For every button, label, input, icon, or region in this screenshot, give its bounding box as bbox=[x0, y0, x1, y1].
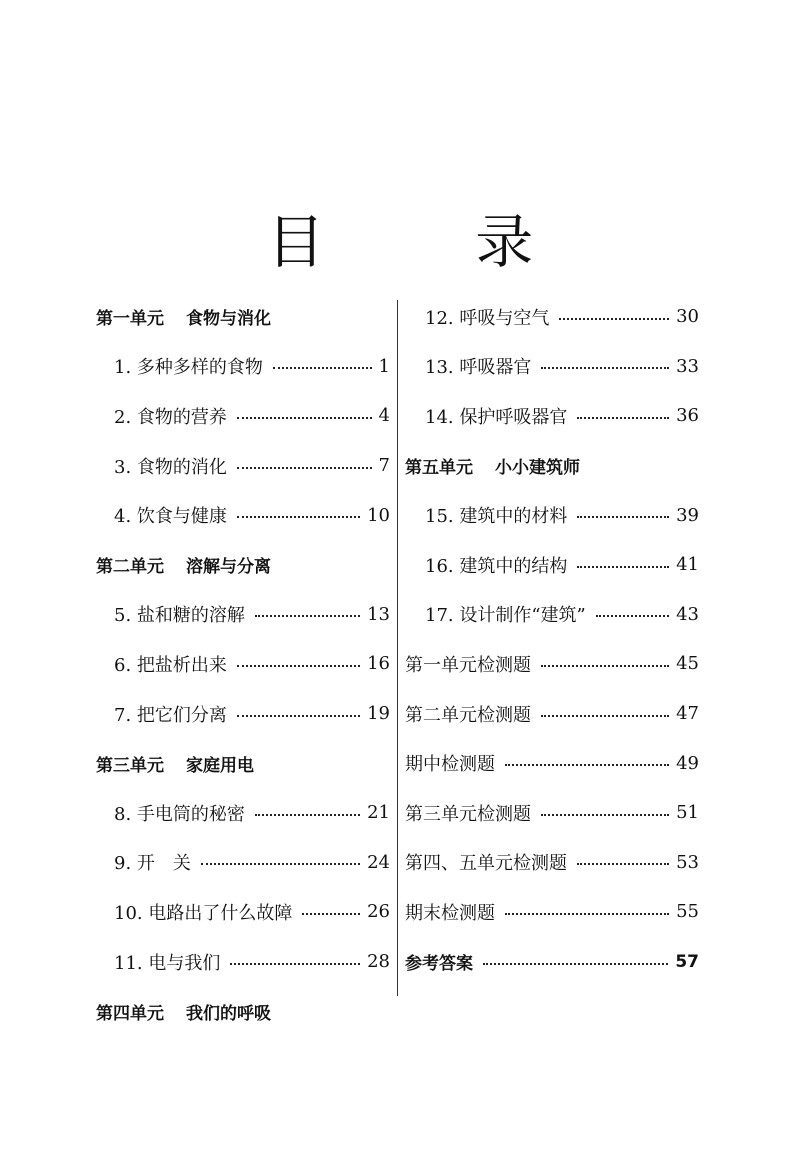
dot-leader bbox=[255, 814, 360, 816]
toc-entry-test[interactable] bbox=[405, 738, 699, 788]
entry-title: 16. 建筑中的结构 bbox=[425, 555, 568, 577]
toc-entry-test[interactable] bbox=[405, 639, 699, 689]
dot-leader bbox=[541, 814, 669, 816]
unit-title: 溶解与分离 bbox=[186, 557, 271, 578]
entry-title: 期末检测题 bbox=[405, 902, 495, 924]
unit-label: 第二单元 bbox=[96, 557, 164, 578]
entry-page: 33 bbox=[676, 355, 699, 377]
entry-title: 第三单元检测题 bbox=[405, 803, 531, 825]
toc-entry[interactable] bbox=[405, 342, 699, 392]
toc-entry[interactable] bbox=[96, 689, 390, 739]
column-divider bbox=[397, 300, 398, 996]
dot-leader bbox=[577, 566, 669, 568]
dot-leader bbox=[237, 417, 372, 419]
toc-entry[interactable] bbox=[405, 590, 699, 640]
entry-title: 1. 多种多样的食物 bbox=[114, 357, 263, 379]
entry-title: 期中检测题 bbox=[405, 754, 495, 776]
unit-title: 家庭用电 bbox=[186, 755, 254, 776]
toc-entry-test[interactable] bbox=[405, 788, 699, 838]
dot-leader bbox=[255, 615, 360, 617]
entry-page: 51 bbox=[676, 802, 699, 824]
dot-leader bbox=[596, 615, 669, 617]
entry-page: 28 bbox=[367, 951, 390, 973]
entry-page: 19 bbox=[367, 703, 390, 725]
entry-title: 第二单元检测题 bbox=[405, 704, 531, 726]
entry-page: 53 bbox=[676, 851, 699, 873]
toc-entry[interactable] bbox=[96, 490, 390, 540]
entry-page: 55 bbox=[676, 901, 699, 923]
entry-page: 30 bbox=[676, 306, 699, 328]
toc-left-column bbox=[96, 292, 390, 1036]
entry-page: 24 bbox=[367, 851, 390, 873]
entry-title: 9. 开 关 bbox=[114, 853, 191, 875]
unit-heading[interactable] bbox=[96, 292, 390, 342]
dot-leader bbox=[230, 963, 360, 965]
dot-leader bbox=[237, 516, 360, 518]
unit-label: 第四单元 bbox=[96, 1003, 164, 1024]
toc-entry[interactable] bbox=[96, 887, 390, 937]
dot-leader bbox=[541, 665, 669, 667]
entry-page: 16 bbox=[367, 653, 390, 675]
entry-title: 参考答案 bbox=[405, 954, 473, 975]
entry-title: 5. 盐和糖的溶解 bbox=[114, 605, 245, 627]
unit-heading[interactable] bbox=[96, 986, 390, 1036]
dot-leader bbox=[505, 764, 669, 766]
entry-title: 11. 电与我们 bbox=[114, 952, 221, 974]
unit-title: 我们的呼吸 bbox=[186, 1003, 271, 1024]
entry-page: 47 bbox=[676, 703, 699, 725]
entry-title: 10. 电路出了什么故障 bbox=[114, 902, 293, 924]
toc-entry[interactable] bbox=[96, 788, 390, 838]
toc-entry[interactable] bbox=[96, 937, 390, 987]
toc-entry-test[interactable] bbox=[405, 887, 699, 937]
entry-title: 6. 把盐析出来 bbox=[114, 654, 227, 676]
entry-title: 8. 手电筒的秘密 bbox=[114, 803, 245, 825]
unit-label: 第五单元 bbox=[405, 458, 473, 479]
dot-leader bbox=[237, 467, 372, 469]
entry-page: 21 bbox=[367, 802, 390, 824]
unit-heading[interactable] bbox=[405, 441, 699, 491]
toc-entry[interactable] bbox=[96, 342, 390, 392]
toc-entry-test[interactable] bbox=[405, 838, 699, 888]
dot-leader bbox=[273, 367, 372, 369]
unit-title: 小小建筑师 bbox=[495, 458, 580, 479]
toc-entry[interactable] bbox=[405, 540, 699, 590]
entry-page: 49 bbox=[676, 752, 699, 774]
entry-title: 13. 呼吸器官 bbox=[425, 357, 532, 379]
toc-entry[interactable] bbox=[96, 391, 390, 441]
toc-entry[interactable] bbox=[96, 441, 390, 491]
entry-page: 4 bbox=[378, 405, 390, 427]
dot-leader bbox=[577, 863, 669, 865]
unit-heading[interactable] bbox=[96, 738, 390, 788]
entry-page: 7 bbox=[378, 455, 390, 477]
dot-leader bbox=[559, 318, 669, 320]
entry-title: 12. 呼吸与空气 bbox=[425, 307, 550, 329]
dot-leader bbox=[237, 715, 360, 717]
unit-label: 第三单元 bbox=[96, 755, 164, 776]
entry-page: 39 bbox=[676, 504, 699, 526]
page-title: 目 录 bbox=[266, 207, 600, 276]
entry-page: 57 bbox=[675, 951, 699, 972]
entry-title: 2. 食物的营养 bbox=[114, 406, 227, 428]
entry-title: 3. 食物的消化 bbox=[114, 456, 227, 478]
toc-entry[interactable] bbox=[96, 838, 390, 888]
entry-title: 17. 设计制作“建筑” bbox=[425, 605, 586, 627]
unit-label: 第一单元 bbox=[96, 309, 164, 330]
entry-title: 14. 保护呼吸器官 bbox=[425, 406, 568, 428]
dot-leader bbox=[201, 863, 360, 865]
dot-leader bbox=[541, 715, 669, 717]
entry-page: 41 bbox=[676, 554, 699, 576]
entry-page: 26 bbox=[367, 901, 390, 923]
unit-title: 食物与消化 bbox=[186, 309, 271, 330]
unit-heading[interactable] bbox=[96, 540, 390, 590]
dot-leader bbox=[237, 665, 360, 667]
toc-entry[interactable] bbox=[405, 292, 699, 342]
dot-leader bbox=[483, 963, 668, 965]
toc-entry-answers[interactable] bbox=[405, 937, 699, 987]
entry-page: 36 bbox=[676, 405, 699, 427]
toc-right-column bbox=[405, 292, 699, 986]
entry-title: 7. 把它们分离 bbox=[114, 704, 227, 726]
dot-leader bbox=[541, 367, 669, 369]
entry-page: 45 bbox=[676, 653, 699, 675]
dot-leader bbox=[302, 913, 360, 915]
entry-title: 4. 饮食与健康 bbox=[114, 506, 227, 528]
entry-page: 43 bbox=[676, 603, 699, 625]
entry-page: 13 bbox=[367, 603, 390, 625]
toc-entry-test[interactable] bbox=[405, 689, 699, 739]
dot-leader bbox=[577, 516, 669, 518]
entry-title: 15. 建筑中的材料 bbox=[425, 506, 568, 528]
toc-entry[interactable] bbox=[96, 590, 390, 640]
dot-leader bbox=[577, 417, 669, 419]
toc-entry[interactable] bbox=[96, 639, 390, 689]
entry-page: 1 bbox=[378, 355, 390, 377]
dot-leader bbox=[505, 913, 669, 915]
toc-entry[interactable] bbox=[405, 391, 699, 441]
entry-title: 第一单元检测题 bbox=[405, 654, 531, 676]
entry-title: 第四、五单元检测题 bbox=[405, 853, 567, 875]
toc-entry[interactable] bbox=[405, 490, 699, 540]
entry-page: 10 bbox=[367, 504, 390, 526]
